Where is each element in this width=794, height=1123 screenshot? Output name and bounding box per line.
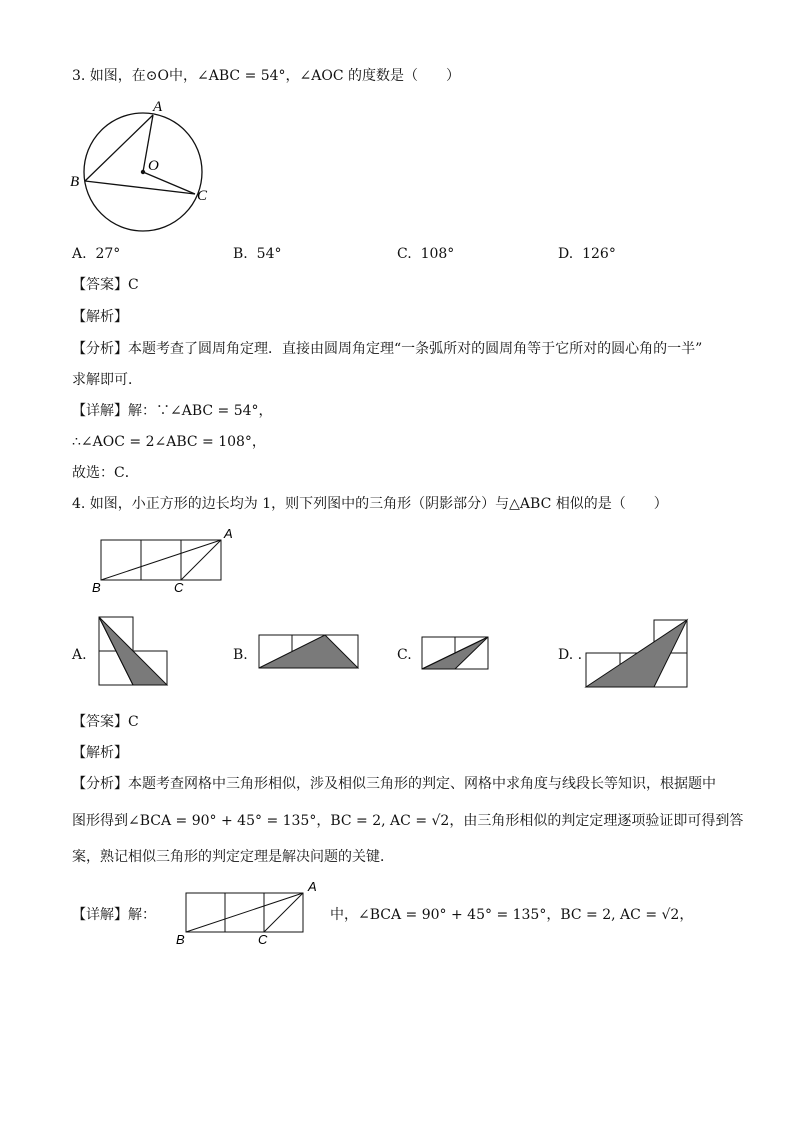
label-c: C — [197, 188, 208, 204]
label-b: B — [70, 174, 80, 190]
q4-detail-suffix: 中，∠BCA = 90° + 45° = 135°，BC = 2, AC = √2， — [330, 907, 694, 923]
q4-detail-figure — [173, 878, 333, 948]
q4-analysis-tag: 【解析】 — [72, 745, 128, 761]
q4-option-d-figure — [585, 619, 689, 689]
option-text: 54° — [256, 246, 282, 262]
option-text: 126° — [582, 246, 616, 262]
option-letter: C. — [397, 246, 412, 262]
q4-option-c-figure — [421, 636, 491, 670]
q3-option-a — [72, 247, 120, 261]
label-b: B — [92, 580, 101, 595]
q4-fenxi-line3: 案，熟记相似三角形的判定定理是解决问题的关键． — [72, 849, 394, 865]
label-a: A — [153, 99, 163, 115]
q4-option-a-figure — [98, 616, 170, 688]
q4-option-a-label: A. — [72, 647, 87, 663]
center-point — [141, 170, 145, 174]
q3-stem: 3. 如图，在⊙O中，∠ABC = 54°，∠AOC 的度数是（ ） — [72, 68, 461, 84]
segment-ca — [181, 540, 221, 580]
option-text: 108° — [420, 246, 455, 262]
label-b: B — [176, 932, 185, 947]
label-c: C — [174, 580, 184, 595]
option-text: 27° — [95, 246, 121, 262]
q4-detail-prefix: 【详解】解： — [72, 907, 156, 923]
q4-option-b-label: B. — [233, 647, 248, 663]
q4-option-b-figure — [258, 634, 362, 670]
shaded-triangle — [259, 635, 358, 668]
option-letter: A. — [72, 246, 87, 262]
q3-analysis-tag: 【解析】 — [72, 309, 128, 325]
q3-detail-line3: 故选：C． — [72, 465, 139, 481]
segment-ba — [101, 540, 221, 580]
q3-option-d — [558, 247, 616, 261]
q3-detail-line2: ∴∠AOC = 2∠ABC = 108°， — [72, 434, 266, 450]
q4-option-c-label: C. — [397, 647, 412, 663]
label-c: C — [258, 932, 268, 947]
label-o: O — [148, 158, 159, 174]
q4-reference-figure — [88, 525, 248, 595]
q4-option-d-label: D. . — [558, 647, 583, 663]
q3-fenxi-line1: 【分析】本题考查了圆周角定理．直接由圆周角定理“一条弧所对的圆周角等于它所对的圆心角的一半” — [72, 341, 703, 357]
option-letter: B. — [233, 246, 248, 262]
q3-detail-line1: 【详解】解：∵∠ABC = 54°， — [72, 403, 273, 419]
q4-fenxi-line1: 【分析】本题考查网格中三角形相似，涉及相似三角形的判定、网格中求角度与线段长等知识，根据题中 — [72, 776, 716, 792]
q3-answer: 【答案】C — [72, 277, 139, 293]
q3-circle-figure — [66, 96, 226, 236]
q4-answer: 【答案】C — [72, 714, 139, 730]
q4-stem: 4. 如图，小正方形的边长均为 1，则下列图中的三角形（阴影部分）与△ABC 相似的是（ ） — [72, 496, 668, 512]
q3-option-b — [233, 247, 281, 261]
label-a: A — [308, 879, 317, 894]
label-a: A — [224, 526, 233, 541]
q4-fenxi-line2: 图形得到∠BCA = 90° + 45° = 135°，BC = 2, AC = √2，由三角形相似的判定定理逐项验证即可得到答 — [72, 813, 744, 829]
q3-fenxi-line2: 求解即可． — [72, 372, 142, 388]
q3-option-c — [397, 247, 454, 261]
option-letter: D. — [558, 246, 574, 262]
